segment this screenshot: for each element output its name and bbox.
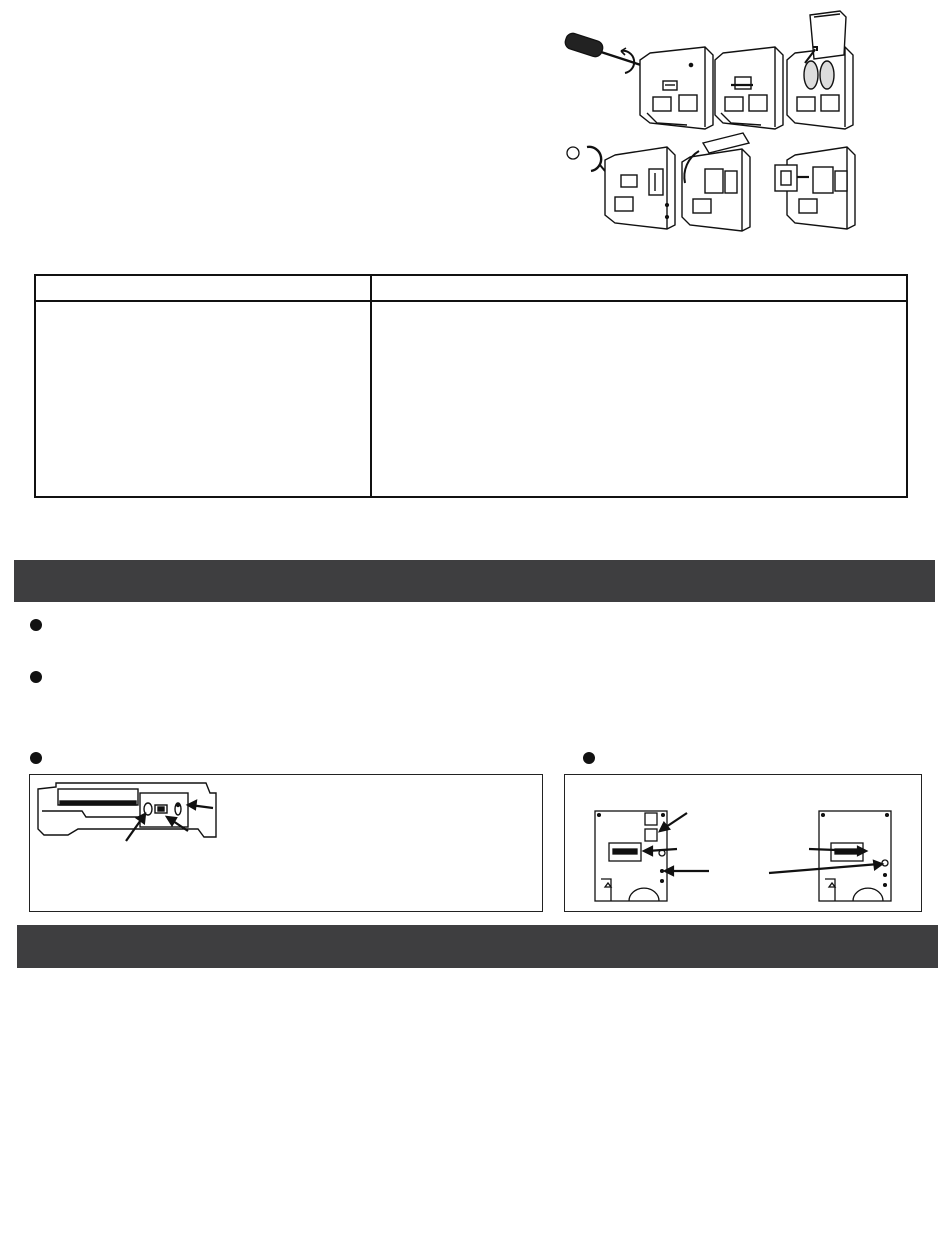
section-banner-2	[17, 925, 938, 968]
device-back-view-plain	[819, 811, 891, 901]
spec-table	[34, 274, 908, 498]
bullet-3	[30, 752, 42, 764]
table-column-divider	[370, 276, 372, 496]
table-header-row	[36, 276, 906, 302]
back-view-panel	[564, 774, 922, 912]
device-back-views-drawing	[565, 775, 921, 911]
step-6-device	[775, 147, 855, 229]
side-view-panel	[29, 774, 543, 912]
step-2-device	[715, 47, 783, 129]
coin-icon	[567, 147, 605, 171]
step-5-device	[682, 133, 750, 231]
bullet-1	[30, 619, 42, 631]
step-4-device	[605, 147, 675, 229]
section-banner-1	[14, 560, 935, 602]
battery-steps-drawing	[555, 5, 875, 240]
device-side-view-drawing	[30, 775, 542, 911]
battery-replacement-illustrations	[555, 5, 875, 240]
device-back-view-with-jacks	[595, 811, 667, 901]
step-1-device	[640, 47, 713, 129]
bullet-4	[583, 752, 595, 764]
screwdriver-icon	[563, 32, 647, 73]
step-3-device	[787, 11, 853, 129]
bullet-2	[30, 671, 42, 683]
